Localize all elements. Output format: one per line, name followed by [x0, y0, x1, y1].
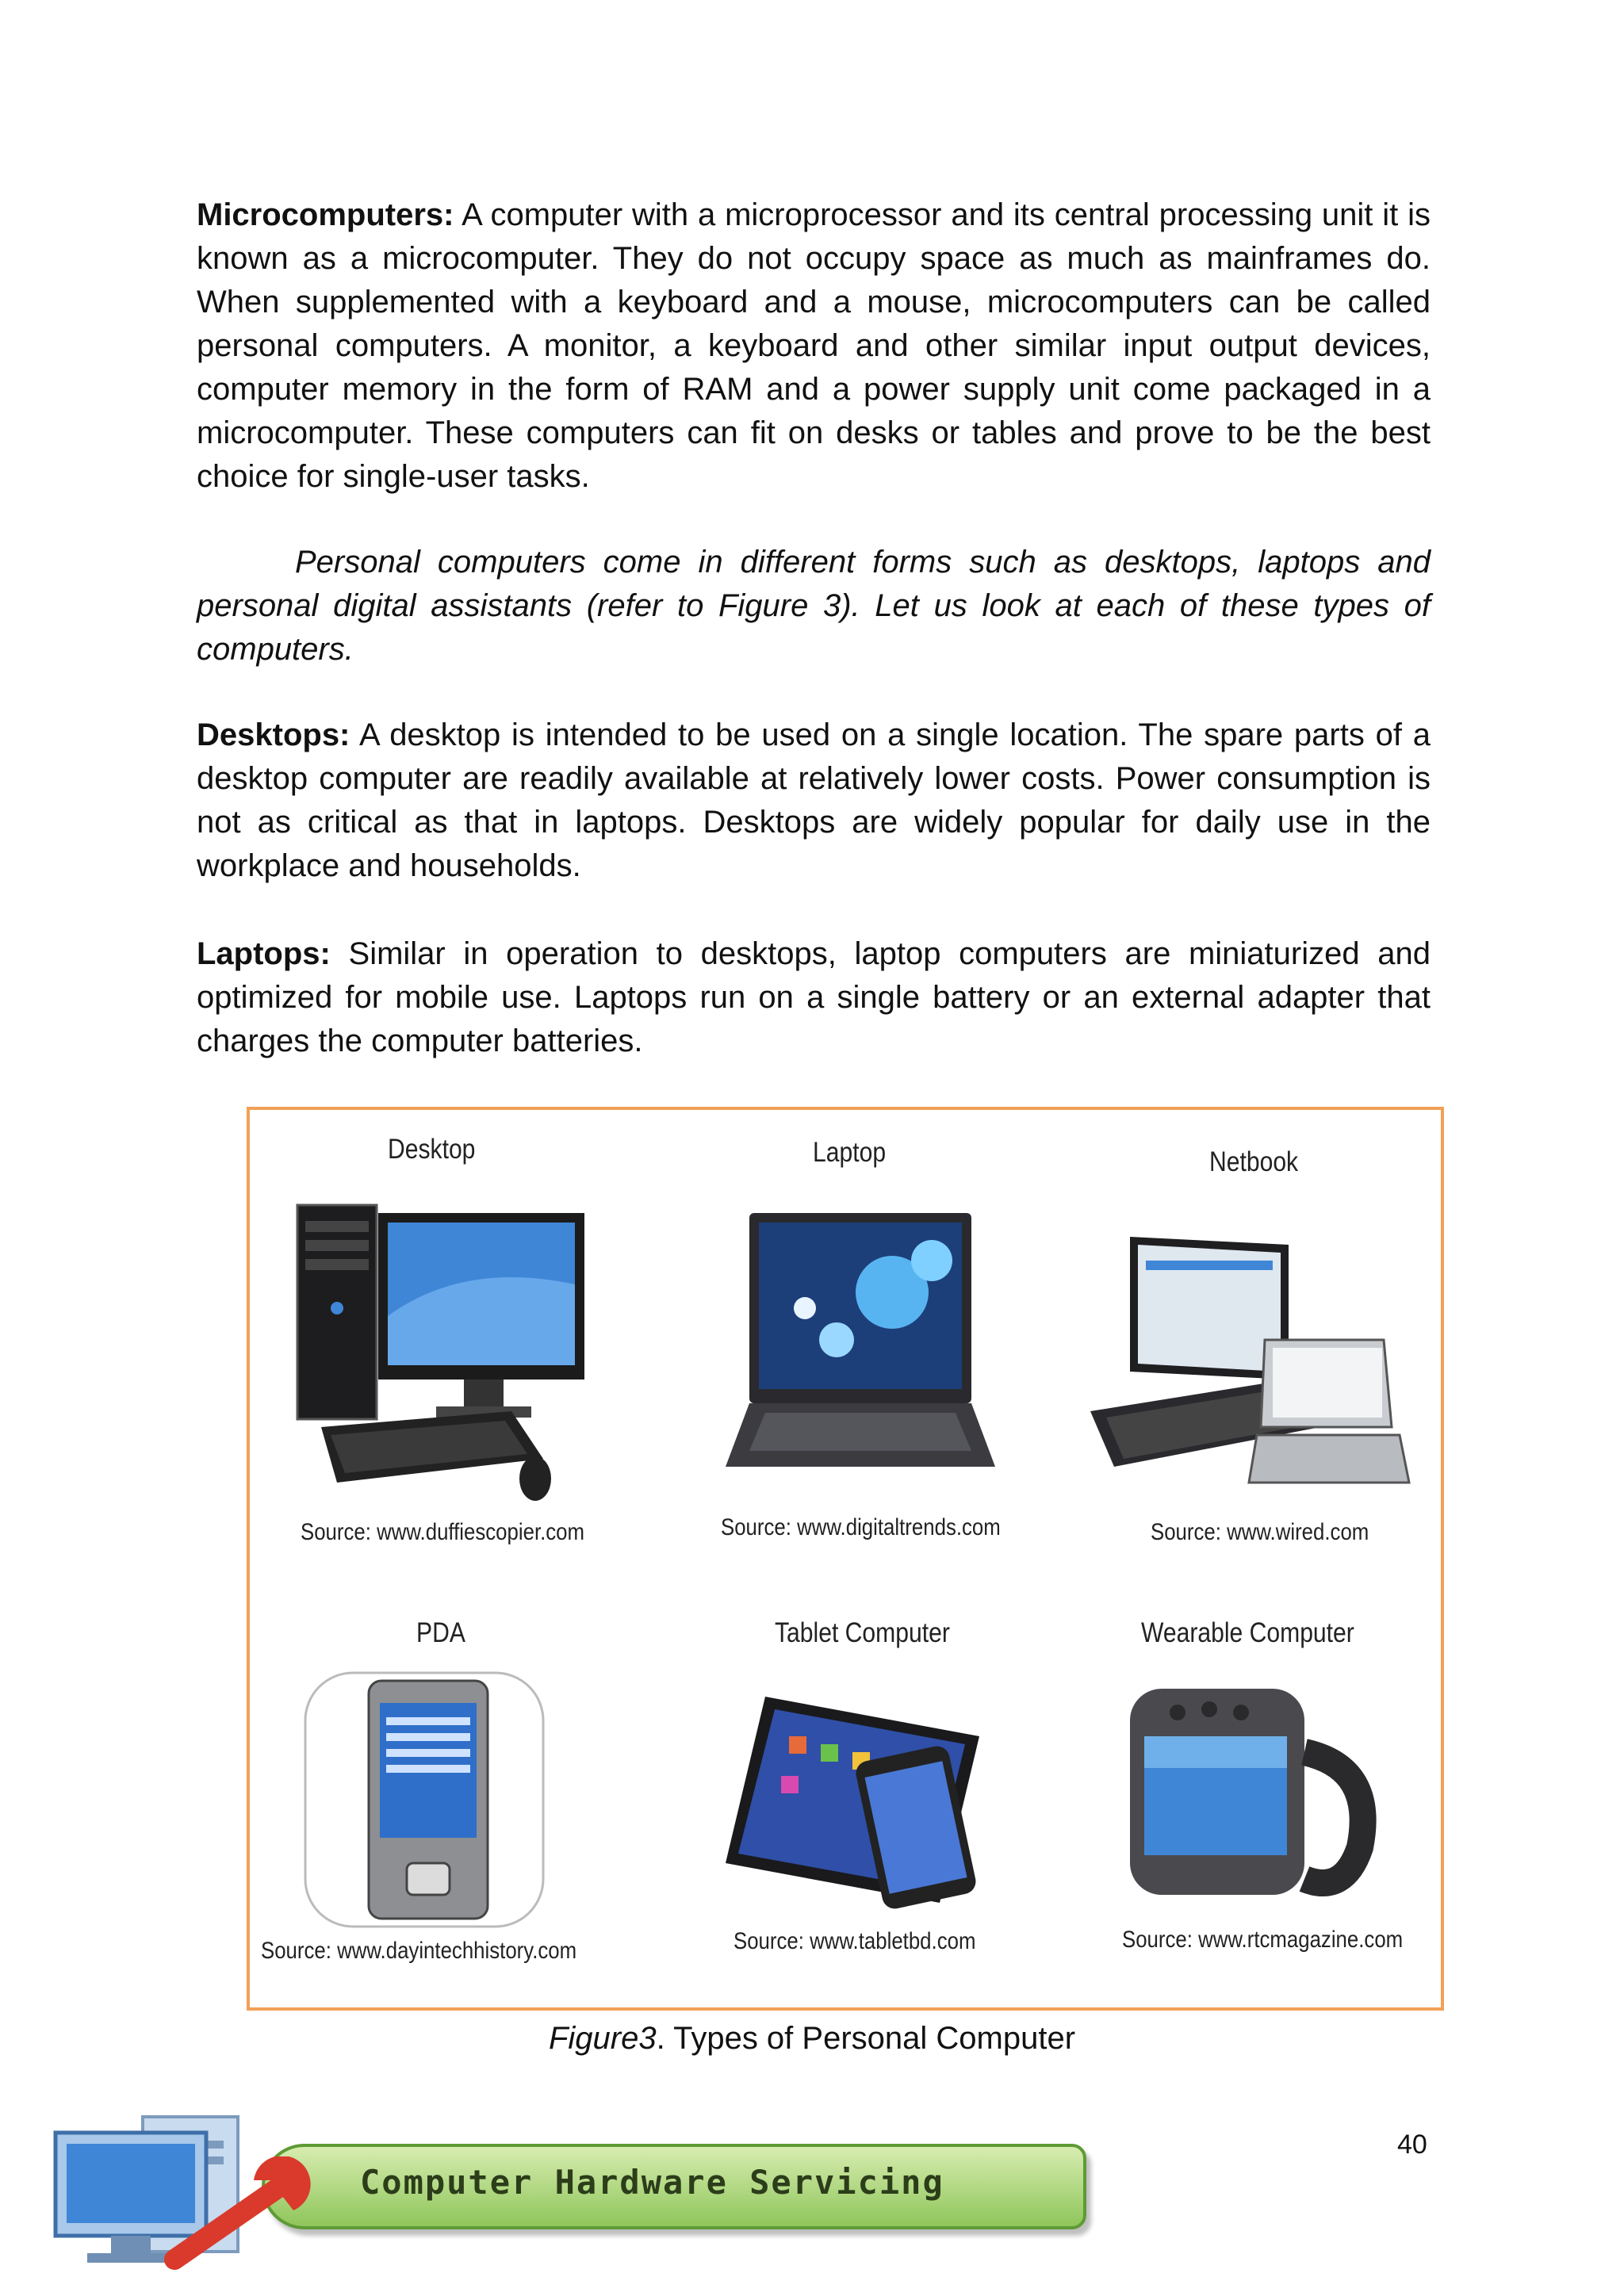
text-laptops: Similar in operation to desktops, laptop computers are miniaturized and optimized for mobile use. Laptops run on a single battery or an external adapter that charges the computer batteries. — [197, 936, 1431, 1058]
footer-banner — [262, 2144, 1086, 2229]
figure-caption — [0, 2019, 1624, 2058]
figure-source-laptop: Source: www.digitaltrends.com — [721, 1514, 1001, 1540]
term-desktops: Desktops: — [197, 718, 350, 752]
text-desktops: A desktop is intended to be used on a single location. The spare parts of a desktop computer are readily available at relatively lower costs. Power consumption is not as critical as that in laptops. Desktops are widely popular for daily use in the workplace and households. — [197, 718, 1431, 883]
text-personal-computers: Personal computers come in different forms such as desktops, laptops and personal digital assistants (refer to Figure 3). Let us look at each of these types of computers. — [197, 545, 1431, 667]
desktop-computer-icon — [289, 1189, 591, 1506]
term-laptops: Laptops: — [197, 936, 331, 971]
figure-label-laptop: Laptop — [813, 1137, 887, 1168]
figure-source-pda: Source: www.dayintechhistory.com — [261, 1938, 577, 1964]
paragraph-laptops — [197, 932, 1431, 1063]
figure-label-wearable-computer: Wearable Computer — [1141, 1617, 1354, 1648]
netbook-icon — [1082, 1229, 1415, 1498]
text-microcomputers: A computer with a microprocessor and its central processing unit it is known as a microcomputer. They do not occupy space as much as mainframes do. When supplemented with a keyboard and a mouse, microcomputers can be called personal computers. A monitor, a keyboard and other similar input output devices, computer memory in the form of RAM and a power supply unit come packaged in a microcomputer. These computers can fit on desks or tables and prove to be the best choice for single-user tasks. — [197, 197, 1431, 494]
footer-logo — [24, 2109, 1071, 2275]
wearable-computer-icon — [1114, 1665, 1384, 1927]
figure-source-wearable-computer: Source: www.rtcmagazine.com — [1122, 1927, 1404, 1953]
laptop-icon — [718, 1205, 1003, 1490]
page-number: 40 — [1397, 2130, 1427, 2160]
figure-source-tablet-computer: Source: www.tabletbd.com — [733, 1928, 976, 1954]
figure-types-of-personal-computer — [247, 1107, 1444, 2011]
figure-caption-label: Figure3 — [548, 2021, 657, 2056]
figure-label-netbook: Netbook — [1209, 1146, 1299, 1177]
tablet-icon — [718, 1689, 987, 1919]
figure-caption-text: . Types of Personal Computer — [656, 2021, 1076, 2056]
figure-label-desktop: Desktop — [388, 1134, 476, 1165]
pda-icon — [297, 1665, 551, 1934]
figure-label-pda: PDA — [416, 1617, 465, 1648]
wrench-icon — [159, 2156, 333, 2275]
paragraph-desktops — [197, 714, 1431, 888]
figure-source-desktop: Source: www.duffiescopier.com — [301, 1519, 585, 1545]
term-microcomputers: Microcomputers: — [197, 197, 454, 232]
footer-banner-text: Computer Hardware Servicing — [360, 2163, 944, 2202]
figure-source-netbook: Source: www.wired.com — [1151, 1519, 1369, 1545]
paragraph-microcomputers — [197, 193, 1431, 499]
paragraph-personal-computers — [197, 541, 1431, 672]
figure-label-tablet-computer: Tablet Computer — [775, 1617, 950, 1648]
